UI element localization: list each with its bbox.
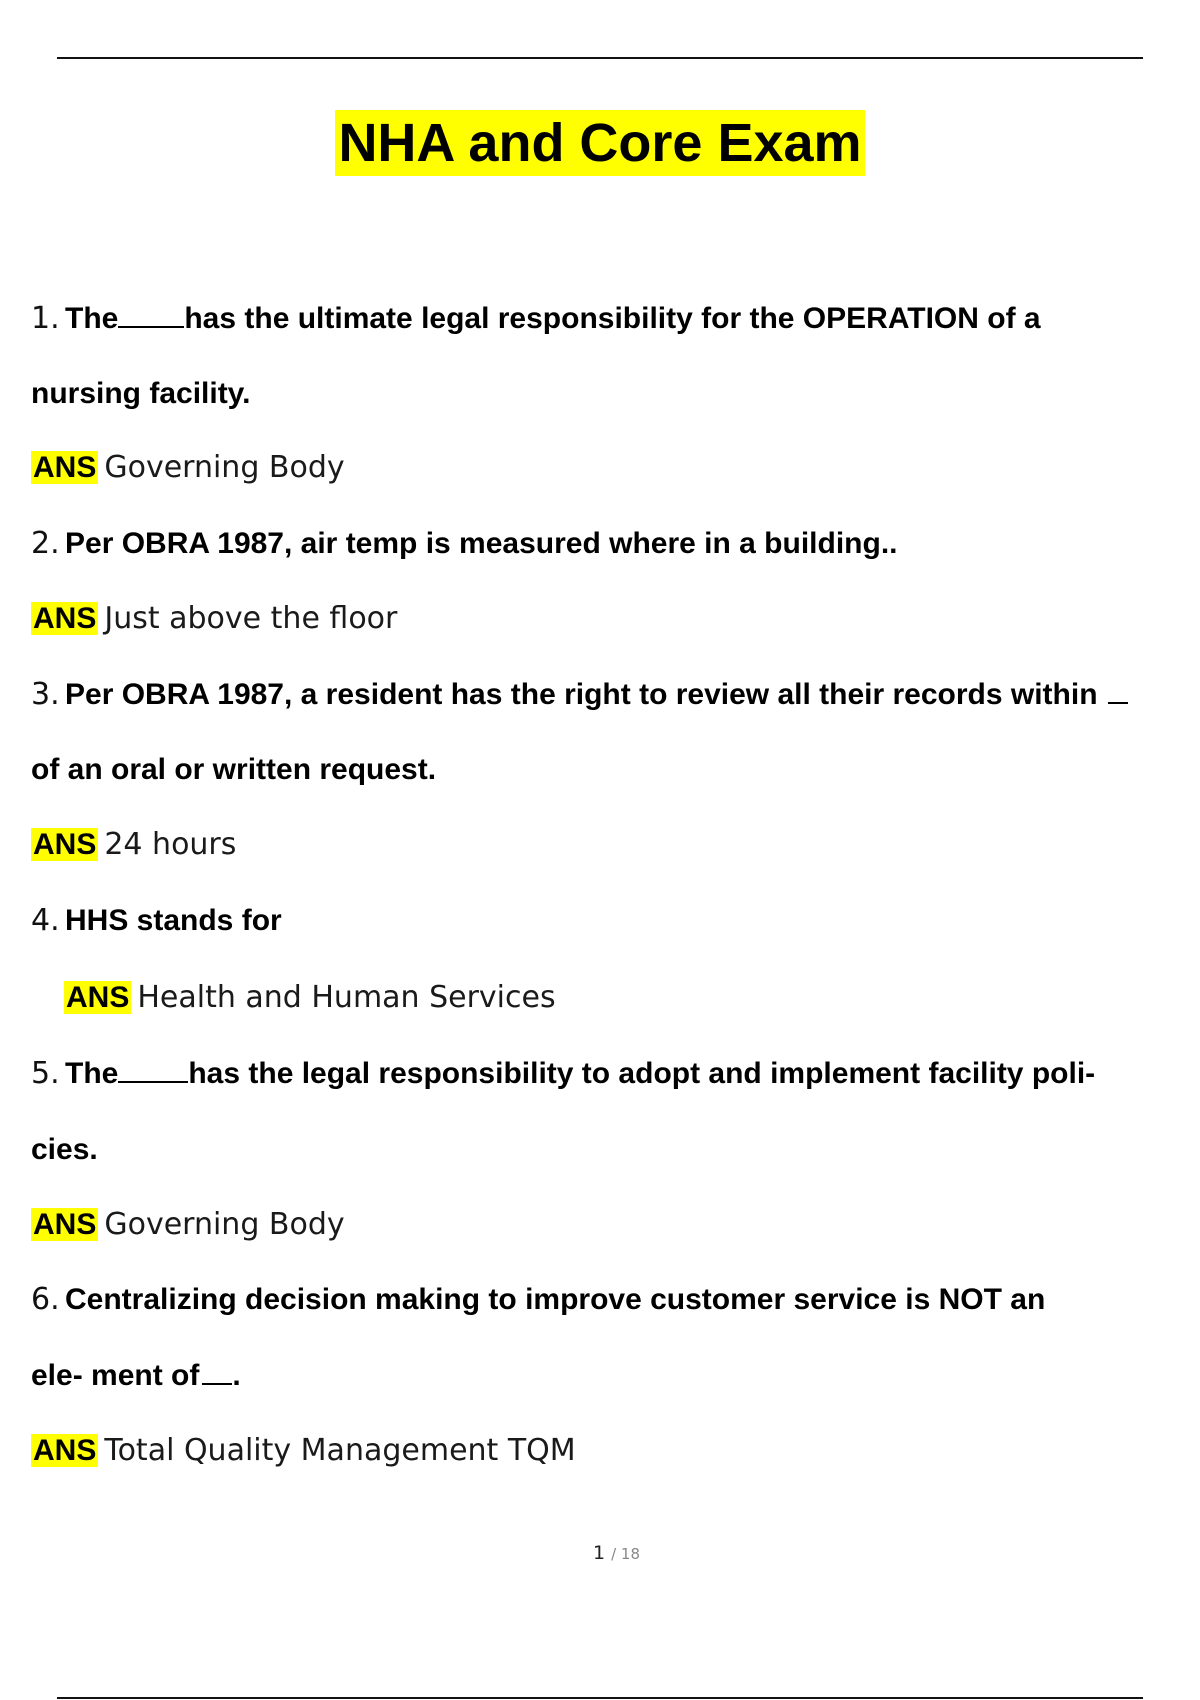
question-number: 4. [31, 903, 60, 938]
answer-blank [118, 1059, 188, 1083]
top-rule [57, 57, 1143, 59]
answer-text: Governing Body [104, 1207, 345, 1242]
answer-blank [1108, 680, 1128, 704]
question-text: cies. [31, 1133, 98, 1166]
question-4 [31, 902, 282, 940]
question-3 [31, 676, 1128, 714]
question-number: 6. [31, 1282, 60, 1317]
bottom-rule [57, 1697, 1143, 1699]
question-6 [31, 1281, 1045, 1319]
page-current: 1 [592, 1542, 606, 1564]
answer-2 [31, 600, 397, 638]
question-number: 2. [31, 526, 60, 561]
answer-label: ANS [33, 602, 97, 635]
answer-1 [31, 449, 345, 487]
page-indicator [0, 1542, 1200, 1564]
question-text: The [65, 1057, 119, 1090]
question-text: The [65, 302, 119, 335]
answer-label: ANS [33, 451, 97, 484]
answer-label: ANS [66, 981, 130, 1014]
answer-blank [202, 1361, 232, 1385]
answer-4 [64, 979, 556, 1017]
question-text: Per OBRA 1987, air temp is measured where in a building.. [65, 527, 898, 560]
question-2 [31, 525, 898, 563]
question-5 [31, 1055, 1095, 1093]
question-number: 3. [31, 677, 60, 712]
answer-6 [31, 1432, 576, 1470]
question-3-line-2 [31, 751, 436, 789]
question-number: 1. [31, 301, 60, 336]
question-text: ele- ment of [31, 1359, 200, 1392]
answer-label: ANS [33, 1208, 97, 1241]
question-text: . [232, 1359, 241, 1392]
page-total: / 18 [611, 1545, 641, 1563]
document-title: NHA and Core Exam [335, 110, 864, 176]
answer-text: Health and Human Services [137, 980, 556, 1015]
question-6-line-2 [31, 1357, 241, 1395]
answer-text: Total Quality Management TQM [104, 1433, 576, 1468]
question-text: has the legal responsibility to adopt and implement facility poli- [188, 1057, 1096, 1090]
answer-label: ANS [33, 828, 97, 861]
question-5-line-2 [31, 1131, 98, 1169]
question-number: 5. [31, 1056, 60, 1091]
answer-text: 24 hours [104, 827, 237, 862]
answer-5 [31, 1206, 345, 1244]
question-1 [31, 300, 1041, 338]
answer-text: Governing Body [104, 450, 345, 485]
title-block [0, 110, 1200, 176]
question-text: nursing facility. [31, 377, 251, 410]
answer-text: Just above the floor [104, 601, 398, 636]
question-1-line-2 [31, 375, 250, 413]
question-text: HHS stands for [65, 904, 282, 937]
question-text: Per OBRA 1987, a resident has the right to review all their records within [65, 678, 1098, 711]
answer-blank [118, 304, 184, 328]
answer-3 [31, 826, 236, 864]
question-text: has the ultimate legal responsibility for the OPERATION of a [184, 302, 1041, 335]
question-text: of an oral or written request. [31, 753, 437, 786]
answer-label: ANS [33, 1434, 97, 1467]
question-text: Centralizing decision making to improve customer service is NOT an [65, 1283, 1046, 1316]
